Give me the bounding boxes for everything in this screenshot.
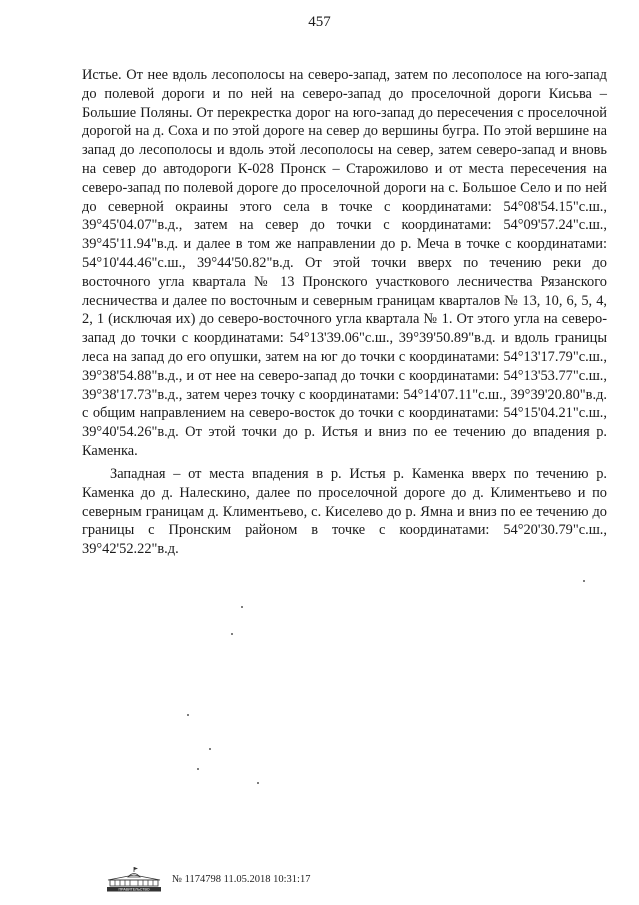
body-paragraph-2: Западная – от места впадения в р. Истья р. Каменка вверх по течению р. Каменка до д. Налескино, далее по проселочной дороге до д. Климентьево и по северным границам д. Климентьево, с. Киселево до р. Ямна и вниз по ее течению до границы с Пронским районом в точке с координатами: 54°20'30.79"с.ш., 39°42'52.22"в.д.: [82, 466, 607, 558]
page-number: 457: [308, 14, 331, 30]
scan-speck: [231, 633, 233, 635]
scan-speck: [241, 606, 243, 608]
scan-speck: [187, 714, 189, 716]
logo-caption: ПРАВИТЕЛЬСТВО: [118, 887, 150, 892]
scan-speck: [197, 768, 199, 770]
footer-stamp: [104, 866, 310, 892]
government-building-icon: [104, 866, 164, 892]
body-paragraph-1: Истье. От нее вдоль лесополосы на северо-запад, затем по лесополосе на юго-запад до полевой дороги и по ней на северо-запад до проселочной дороги Кисьва – Большие Поляны. От перекрестка дорог на юго-запад до пересечения с проселочной дорогой на д. Соха и по этой дороге на север до вершины бугра. По этой вершине на запад до лесополосы и вдоль этой лесополосы на север, затем северо-запад и вновь на север до автодороги К-028 Пронск – Старожилово и от места пересечения на северо-запад по полевой дороге до проселочной дороги на с. Большое Село и по ней до северной окраины этого села в точке с координатами: 54°08'54.15"с.ш., 39°45'04.07"в.д., затем на север до точки с координатами: 54°09'57.24"с.ш., 39°45'11.94"в.д. и далее в том же направлении до р. Меча в точке с координатами: 54°10'44.46"с.ш., 39°44'50.82"в.д. От этой точки вверх по течению реки до восточного угла квартала № 13 Пронского участкового лесничества Рязанского лесничества и далее по восточным и северным границам кварталов № 13, 10, 6, 5, 4, 2, 1 (исключая их) до северо-восточного угла квартала № 1. От этого угла на северо-запад до точки с координатами: 54°13'39.06"с.ш., 39°39'50.89"в.д. и вдоль границы леса на запад до его опушки, затем на юг до точки с координатами: 54°13'17.79"с.ш., 39°38'54.88"в.д., и от нее на северо-запад до точки с координатами: 54°13'53.77"с.ш., 39°38'17.73"в.д., затем через точку с координатами: 54°14'07.11"с.ш., 39°39'20.80"в.д. с общим направлением на северо-восток до точки с координатами: 54°15'04.21"с.ш., 39°40'54.26"в.д. От этой точки до р. Истья и вниз по ее течению до впадения р. Каменка.: [82, 67, 607, 459]
scan-speck: [583, 580, 585, 582]
document-id: № 1174798 11.05.2018 10:31:17: [172, 873, 311, 885]
scan-speck: [257, 782, 259, 784]
scan-speck: [209, 748, 211, 750]
